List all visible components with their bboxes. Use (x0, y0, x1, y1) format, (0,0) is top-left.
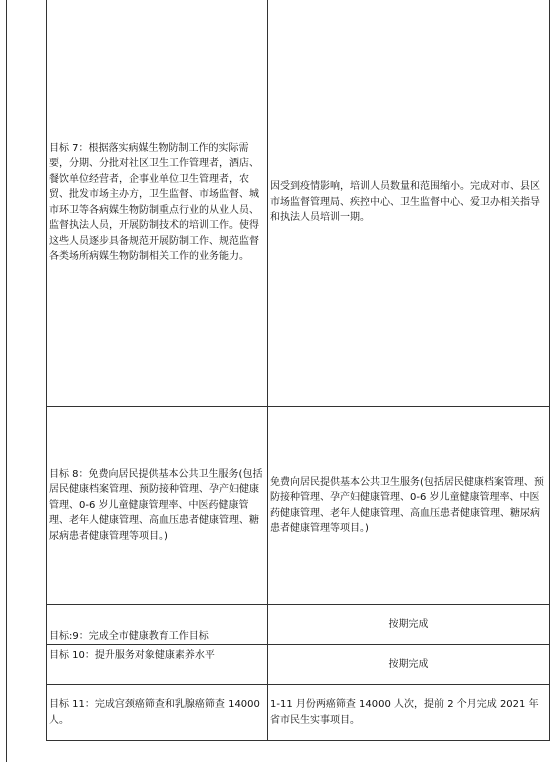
goal-cell: 目标:9：完成全市健康教育工作目标 (47, 605, 268, 645)
goal-cell: 目标 7：根据落实病媒生物防制工作的实际需要，分期、分批对社区卫生工作管理者，酒店、餐饮单位经营者，企事业单位卫生管理者，农贸、批发市场主办方，卫生监督、市场监督、城市环卫等各病媒生物防制重点行业的从业人员、监督执法人员，开展防制技术的培训工作。使得这些人员逐步具备规范开展防制工作、规范监督各类场所病媒生物防制相关工作的业务能力。 (47, 0, 268, 407)
goal-cell: 目标 8：免费向居民提供基本公共卫生服务(包括居民健康档案管理、预防接种管理、孕产妇健康管理、0-6 岁儿童健康管理率、中医药健康管理、老年人健康管理、高血压患者健康管理、糖尿病患者健康管理等项目。) (47, 407, 268, 605)
table-row (47, 0, 550, 407)
completion-cell: 因受到疫情影响，培训人员数量和范围缩小。完成对市、县区市场监督管理局、疾控中心、卫生监督中心、爱卫办相关指导和执法人员培训一期。 (268, 0, 550, 407)
goal-cell: 目标 10：提升服务对象健康素养水平 (47, 645, 268, 685)
completion-cell: 1-11 月份两癌筛查 14000 人次，提前 2 个月完成 2021 年省市民生实事项目。 (268, 685, 550, 741)
table-row (47, 685, 550, 741)
goal-cell: 目标 11：完成宫颈癌筛查和乳腺癌筛查 14000 人。 (47, 685, 268, 741)
completion-cell: 按期完成 (268, 605, 550, 645)
completion-cell: 免费向居民提供基本公共卫生服务(包括居民健康档案管理、预防接种管理、孕产妇健康管理、0-6 岁儿童健康管理率、中医药健康管理、老年人健康管理、高血压患者健康管理、糖尿病患者健康管理等项目。) (268, 407, 550, 605)
table-row (47, 407, 550, 605)
table-row (47, 605, 550, 645)
completion-cell: 按期完成 (268, 645, 550, 685)
goals-table (46, 0, 550, 741)
page-margin-rule (6, 0, 7, 762)
table-row (47, 645, 550, 685)
